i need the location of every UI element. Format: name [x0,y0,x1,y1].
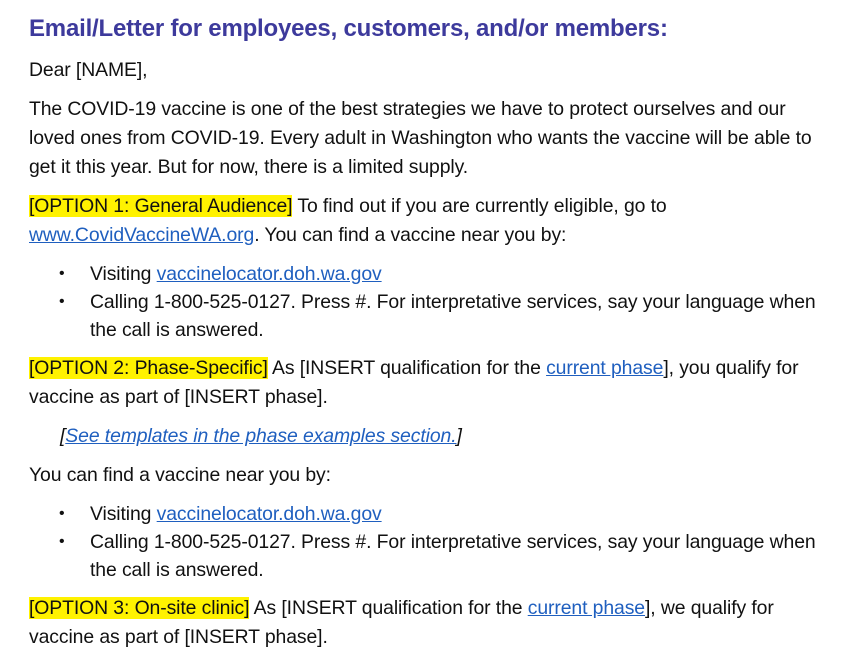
option-1-text-before: To find out if you are currently eligible, go to [292,195,667,217]
bullet-icon: • [59,533,65,550]
bullet-icon: • [59,293,65,310]
bullet-list-1 [29,260,834,344]
option-3-text-after: ], we qualify for vaccine as part of [INSERT phase]. [29,597,774,648]
templates-note [29,422,834,451]
list-item-text: Calling 1-800-525-0127. Press #. For interpretative services, say your language when the call is answered. [90,531,816,581]
bullet-list-2 [29,500,834,584]
bullet-icon: • [59,505,65,522]
vaccine-locator-link[interactable]: vaccinelocator.doh.wa.gov [156,503,382,525]
list-item [29,500,834,528]
vaccine-locator-link[interactable]: vaccinelocator.doh.wa.gov [156,263,382,285]
list-item-text: Visiting [90,503,157,525]
list-item-text: Calling 1-800-525-0127. Press #. For interpretative services, say your language when the call is answered. [90,291,816,341]
find-vaccine-text: You can find a vaccine near you by: [29,464,331,486]
document-page [29,12,834,652]
option-2-paragraph [29,354,834,412]
current-phase-link[interactable]: current phase [527,597,645,619]
greeting: Dear [NAME], [29,59,148,81]
option-2-text-before: As [INSERT qualification for the [267,357,547,379]
option-1-paragraph [29,192,834,250]
option-2-highlight: [OPTION 2: Phase-Specific] [29,357,268,379]
phase-examples-link[interactable]: See templates in the phase examples section. [65,425,457,447]
current-phase-link[interactable]: current phase [546,357,664,379]
note-close-bracket: ] [456,425,462,447]
list-item [29,528,834,584]
list-item [29,260,834,288]
page-title: Email/Letter for employees, customers, and/or members: [29,15,668,42]
list-item [29,288,834,344]
option-1-highlight: [OPTION 1: General Audience] [29,195,293,217]
option-2-text-after: ], you qualify for vaccine as part of [INSERT phase]. [29,357,799,408]
option-3-paragraph [29,594,834,652]
note-open-bracket: [ [60,425,66,447]
intro-paragraph: The COVID-19 vaccine is one of the best strategies we have to protect ourselves and our loved ones from COVID-19. Every adult in Washington who wants the vaccine will be able to get it this year. But for now, there is a limited supply. [29,98,812,178]
option-1-text-after: . You can find a vaccine near you by: [254,224,567,246]
bullet-icon: • [59,265,65,282]
list-item-text: Visiting [90,263,157,285]
covid-vaccine-wa-link[interactable]: www.CovidVaccineWA.org [29,224,255,246]
option-3-text-before: As [INSERT qualification for the [249,597,528,619]
option-3-highlight: [OPTION 3: On-site clinic] [29,597,250,619]
